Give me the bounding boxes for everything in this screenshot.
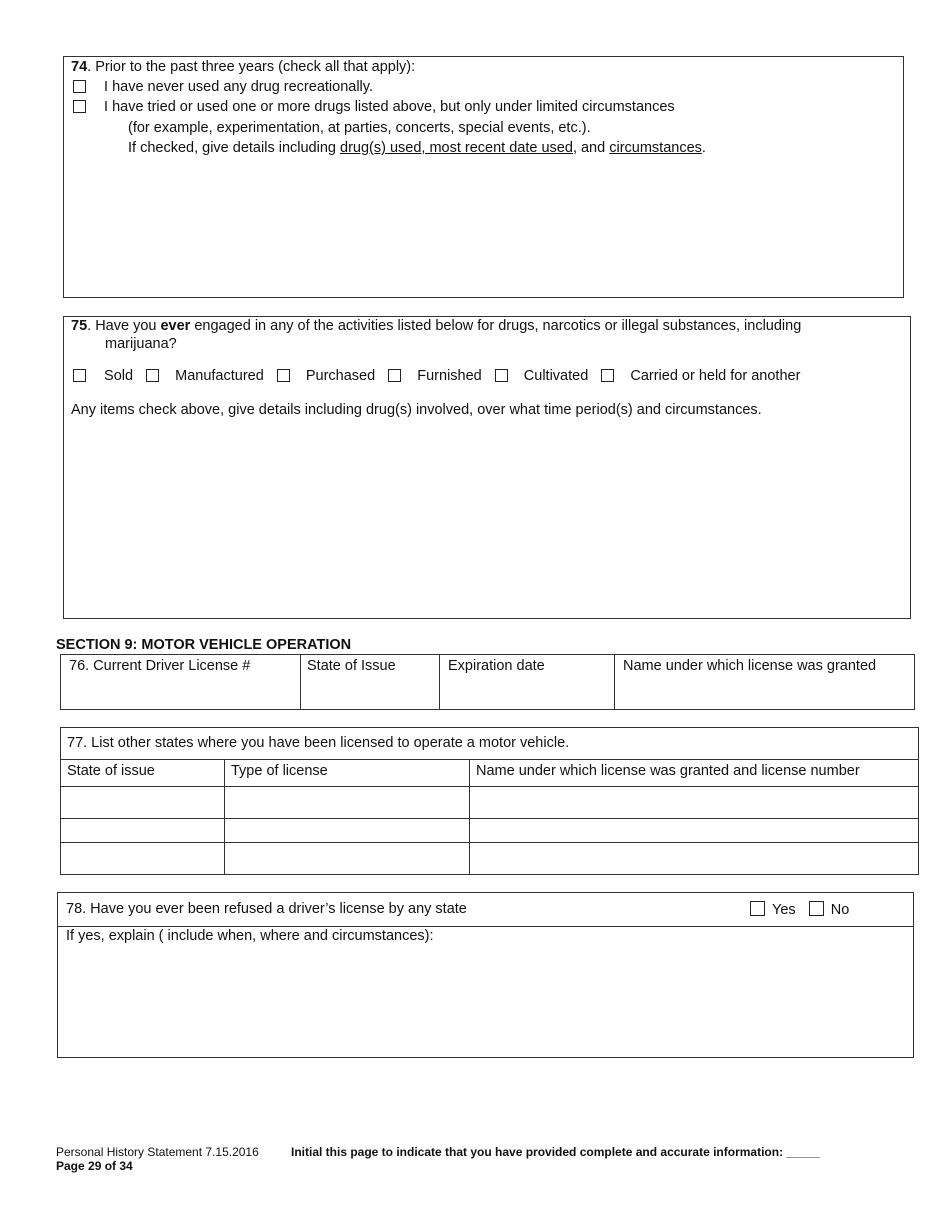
q75-question-line2: marijuana? [105,336,177,352]
q75-manufactured-checkbox[interactable] [146,369,159,382]
q77-row1-state[interactable] [61,787,225,819]
q74-option-tried [73,99,675,115]
q75-manufactured-label: Manufactured [175,368,264,384]
q75-furnished-checkbox[interactable] [388,369,401,382]
q76-name-label: Name under which license was granted [623,658,877,674]
q74-never-checkbox[interactable] [73,80,86,93]
q76-license-number-cell[interactable] [61,655,301,710]
q74-tried-checkbox[interactable] [73,100,86,113]
q74-never-label: I have never used any drug recreationally. [104,79,373,95]
q77-row2-state[interactable] [61,819,225,843]
q75-purchased-label: Purchased [305,368,376,384]
footer-initial-line[interactable]: Initial this page to indicate that you have provided complete and accurate information: _____ [291,1145,820,1159]
q76-license-number-label: 76. Current Driver License # [69,658,251,674]
q74-tried-label-line2: (for example, experimentation, at parties, concerts, special events, etc.). [128,120,591,136]
footer-doc-title: Personal History Statement 7.15.2016 [56,1145,259,1159]
q74-option-never [73,79,373,95]
q77-row1-name[interactable] [470,787,919,819]
table-row [61,819,919,843]
q75-furnished-label: Furnished [417,368,482,384]
q75-details-area[interactable] [72,425,902,611]
q76-state-cell[interactable] [301,655,440,710]
q75-cultivated-label: Cultivated [523,368,589,384]
q78-yes-no [750,901,849,918]
q74-number: 74 [71,59,88,75]
q75-options [73,368,800,384]
q74-details-instructions: If checked, give details including drug(s) used, most recent date used, and circumstances. [128,140,706,156]
footer-page-number: Page 29 of 34 [56,1159,133,1173]
q77-header-type: Type of license [225,760,470,787]
section-9-title: SECTION 9: MOTOR VEHICLE OPERATION [56,637,352,653]
q75-sold-checkbox[interactable] [73,369,86,382]
q77-row2-type[interactable] [225,819,470,843]
q78-explain-area[interactable] [66,949,904,1049]
q77-row3-name[interactable] [470,843,919,875]
q75-number: 75 [71,318,88,334]
q74-details-area[interactable] [72,162,894,290]
q78-no-label: No [830,902,850,918]
q77-header-state: State of issue [61,760,225,787]
q77-row3-state[interactable] [61,843,225,875]
q74-tried-label: I have tried or used one or more drugs listed above, but only under limited circumstances [104,99,675,115]
q75-carried-checkbox[interactable] [601,369,614,382]
q75-carried-label: Carried or held for another [630,368,801,384]
q78-question: 78. Have you ever been refused a driver’s license by any state [66,901,467,917]
q76-name-cell[interactable] [615,655,915,710]
q78-explain-instructions: If yes, explain ( include when, where and circumstances): [66,928,434,944]
q77-title: 77. List other states where you have been licensed to operate a motor vehicle. [67,735,570,751]
q75-purchased-checkbox[interactable] [277,369,290,382]
q76-expiration-label: Expiration date [448,658,545,674]
q77-table [60,727,919,875]
table-row [61,843,919,875]
q77-row1-type[interactable] [225,787,470,819]
q76-state-label: State of Issue [307,658,396,674]
q76-expiration-cell[interactable] [440,655,615,710]
q77-title-cell [61,728,919,760]
q76-table [60,654,915,710]
q78-yes-label: Yes [772,902,796,918]
q74-question: 74. Prior to the past three years (check all that apply): [71,59,416,75]
q77-row3-type[interactable] [225,843,470,875]
q75-box [63,316,911,619]
q75-question: 75. Have you ever engaged in any of the activities listed below for drugs, narcotics or illegal substances, including [71,318,802,334]
table-row [61,787,919,819]
q77-header-name: Name under which license was granted and license number [470,760,919,787]
q78-divider [58,926,913,927]
q78-box [57,892,914,1058]
q74-box [63,56,904,298]
q75-sold-label: Sold [104,368,134,384]
q75-details-instructions: Any items check above, give details including drug(s) involved, over what time period(s) and circumstances. [71,402,762,418]
q77-row2-name[interactable] [470,819,919,843]
q78-no-checkbox[interactable] [809,901,824,916]
q78-yes-checkbox[interactable] [750,901,765,916]
q75-cultivated-checkbox[interactable] [495,369,508,382]
